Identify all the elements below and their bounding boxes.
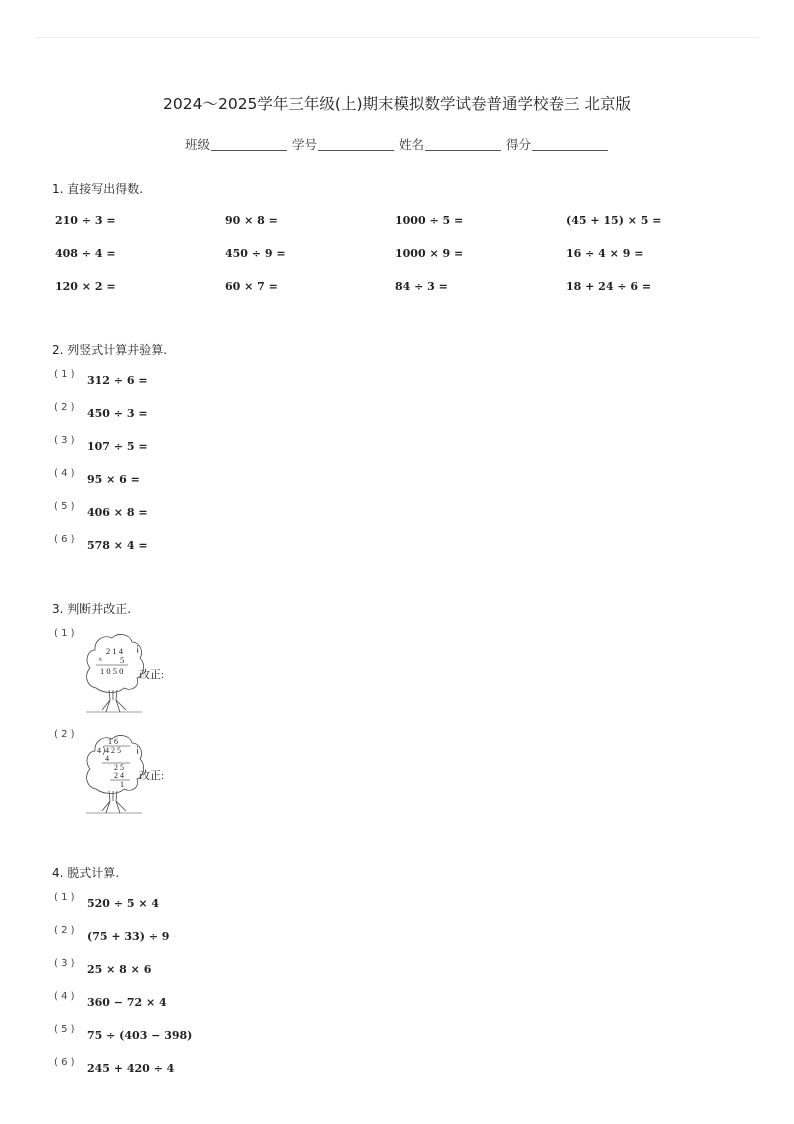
- work-digits: 2 4: [114, 771, 124, 780]
- work-digits: 1 0 5 0: [100, 666, 124, 676]
- work-digits: 1 6: [108, 737, 118, 746]
- work-digits: 4 2 5: [105, 746, 121, 755]
- s2-expr: 107 ÷ 5 =: [87, 440, 148, 453]
- s2-expr: 450 ÷ 3 =: [87, 407, 148, 420]
- work-digits: 5: [120, 655, 125, 665]
- s4-expr: 520 ÷ 5 × 4: [87, 897, 160, 910]
- work-digits: 4: [97, 746, 101, 755]
- work-digits: 2 5: [114, 763, 124, 772]
- s1-expr: 120 × 2 =: [55, 280, 116, 293]
- score-label: 得分: [505, 137, 531, 152]
- item-number: ( 5 ): [54, 1024, 75, 1035]
- s1-expr: 408 ÷ 4 =: [55, 247, 116, 260]
- item-number: ( 2 ): [54, 729, 75, 740]
- work-digits: 2 1 4: [106, 646, 123, 656]
- item-number: ( 1 ): [54, 369, 75, 380]
- s1-expr: 1000 ÷ 5 =: [395, 214, 464, 227]
- s2-expr: 406 × 8 =: [87, 506, 148, 519]
- class-blank[interactable]: [211, 150, 287, 151]
- s4-expr: 25 × 8 × 6: [87, 963, 152, 976]
- s2-expr: 312 ÷ 6 =: [87, 374, 148, 387]
- s1-expr: 84 ÷ 3 =: [395, 280, 448, 293]
- item-number: ( 2 ): [54, 402, 75, 413]
- item-number: ( 6 ): [54, 534, 75, 545]
- check-mark-icon: ¡: [136, 743, 140, 754]
- name-label: 姓名: [398, 137, 424, 152]
- section-3-heading: 3. 判断并改正.: [52, 602, 132, 616]
- s4-expr: (75 + 33) ÷ 9: [87, 930, 170, 943]
- id-label: 学号: [291, 137, 317, 152]
- correction-label: ¡ 改正:: [136, 642, 165, 681]
- s1-expr: 16 ÷ 4 × 9 =: [566, 247, 644, 260]
- s1-expr: 210 ÷ 3 =: [55, 214, 116, 227]
- check-mark-icon: ¡: [136, 642, 140, 653]
- s2-expr: 95 × 6 =: [87, 473, 140, 486]
- top-divider: [36, 37, 758, 38]
- s1-expr: 90 × 8 =: [225, 214, 278, 227]
- s1-expr: 18 + 24 ÷ 6 =: [566, 280, 652, 293]
- work-sign: ×: [98, 655, 103, 664]
- correction-label: ¡ 改正:: [136, 743, 165, 782]
- id-blank[interactable]: [318, 150, 394, 151]
- page-title: 2024～2025学年三年级(上)期末模拟数学试卷普通学校卷三 北京版: [163, 95, 631, 113]
- item-number: ( 2 ): [54, 925, 75, 936]
- student-info-line: [0, 135, 794, 153]
- s1-expr: 1000 × 9 =: [395, 247, 464, 260]
- s4-expr: 360 − 72 × 4: [87, 996, 167, 1009]
- section-4-heading: 4. 脱式计算.: [52, 866, 120, 880]
- item-number: ( 5 ): [54, 501, 75, 512]
- s1-expr: (45 + 15) × 5 =: [566, 214, 662, 227]
- work-digits: 1: [120, 780, 124, 789]
- item-number: ( 4 ): [54, 468, 75, 479]
- s2-expr: 578 × 4 =: [87, 539, 148, 552]
- section-1-heading: 1. 直接写出得数.: [52, 182, 144, 196]
- item-number: ( 4 ): [54, 991, 75, 1002]
- section-2-heading: 2. 列竖式计算并验算.: [52, 343, 168, 357]
- item-number: ( 1 ): [54, 892, 75, 903]
- item-number: ( 6 ): [54, 1057, 75, 1068]
- s4-expr: 75 ÷ (403 − 398): [87, 1029, 193, 1042]
- score-blank[interactable]: [532, 150, 608, 151]
- item-number: ( 3 ): [54, 435, 75, 446]
- class-label: 班级: [184, 137, 210, 152]
- s1-expr: 60 × 7 =: [225, 280, 278, 293]
- name-blank[interactable]: [425, 150, 501, 151]
- item-number: ( 3 ): [54, 958, 75, 969]
- s1-expr: 450 ÷ 9 =: [225, 247, 286, 260]
- item-number: ( 1 ): [54, 628, 75, 639]
- work-digits: 4: [105, 754, 109, 763]
- s4-expr: 245 + 420 ÷ 4: [87, 1062, 175, 1075]
